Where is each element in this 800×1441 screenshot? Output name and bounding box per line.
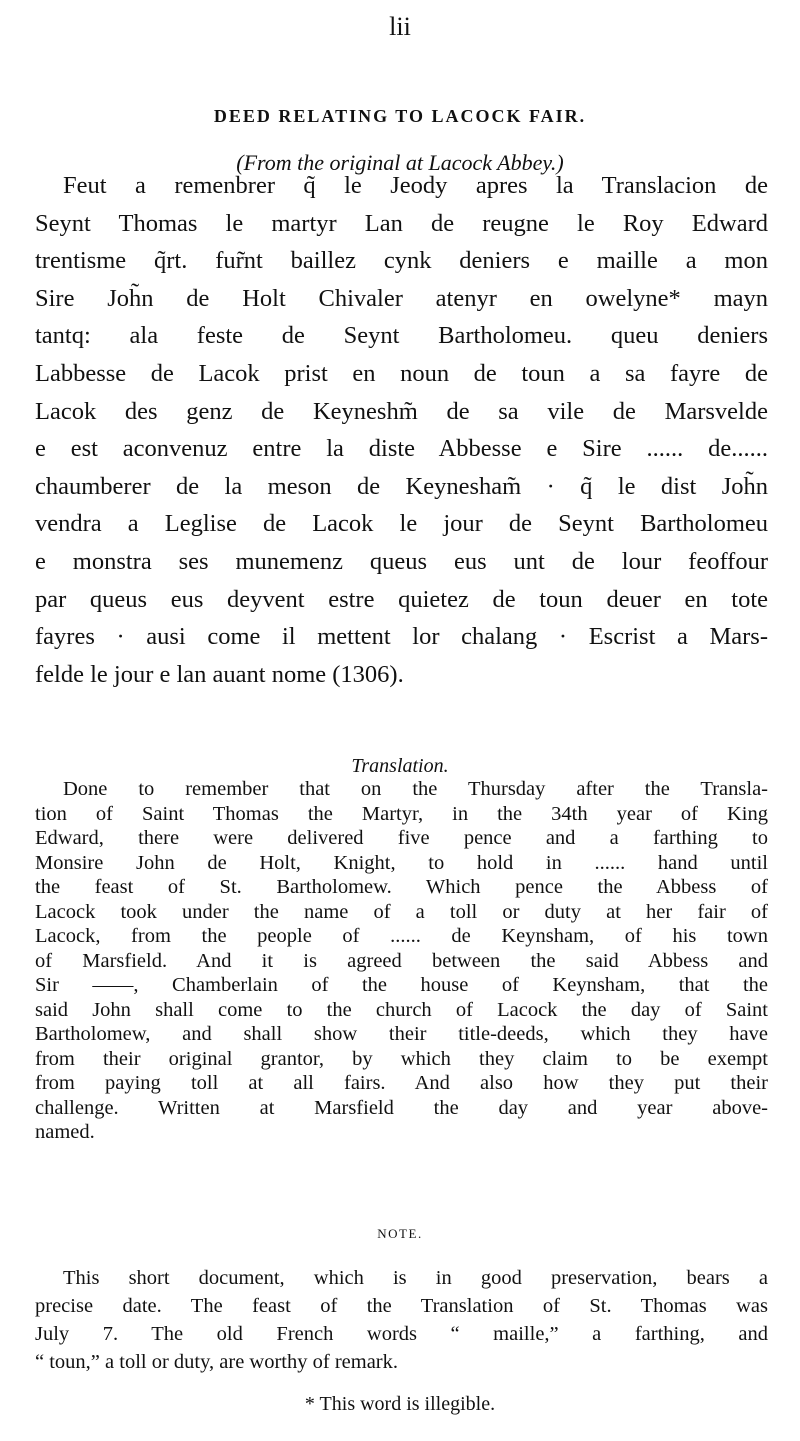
translation-heading: Translation. (351, 755, 449, 777)
text-line: Edward, there were delivered five pence and a farthing to (35, 827, 768, 849)
text-line: Sir ——, Chamberlain of the house of Keynsham, that the (35, 974, 768, 996)
footnote: * This word is illegible. (304, 1393, 496, 1415)
text-line: “ toun,” a toll or duty, are worthy of remark. (35, 1351, 398, 1373)
text-line: fayres · ausi come il mettent lor chalang · Escrist a Mars- (35, 623, 768, 651)
note-heading: NOTE. (377, 1226, 423, 1241)
text-line: Seynt Thomas le martyr Lan de reugne le Roy Edward (35, 209, 768, 237)
text-line: Monsire John de Holt, Knight, to hold in ...... hand until (35, 851, 768, 874)
text-line: Done to remember that on the Thursday after the Transla- (63, 778, 768, 800)
text-line: vendra a Leglise de Lacok le jour de Seynt Bartholomeu (35, 510, 768, 538)
text-line: This short document, which is in good preservation, bears a (63, 1267, 768, 1289)
text-line: tion of Saint Thomas the Martyr, in the 34th year of King (35, 802, 768, 825)
text-line: Labbesse de Lacok prist en noun de toun a sa fayre de (35, 359, 768, 387)
text-line: trentisme q̃rt. fur̃nt baillez cynk deniers e maille a mon (35, 247, 768, 275)
text-line: felde le jour e lan auant nome (1306). (35, 660, 404, 688)
page-number: lii (389, 12, 411, 41)
text-line: Lacock, from the people of ...... de Keynsham, of his town (35, 925, 768, 947)
text-line: Feut a remenbrer q̃ le Jeody apres la Translacion de (63, 172, 768, 199)
text-line: Sire Joh̃n de Holt Chivaler atenyr en owelyne* mayn (35, 284, 768, 312)
text-line: said John shall come to the church of Lacock the day of Saint (35, 998, 768, 1021)
text-line: July 7. The old French words “ maille,” a farthing, and (35, 1323, 768, 1345)
text-line: the feast of St. Bartholomew. Which pence the Abbess of (35, 876, 768, 898)
translation-text (35, 777, 768, 1145)
text-line: from their original grantor, by which they claim to be exempt (35, 1047, 768, 1070)
text-line: tantq: ala feste de Seynt Bartholomeu. queu deniers (35, 322, 768, 350)
text-line: from paying toll at all fairs. And also how they put their (35, 1072, 768, 1094)
source-note: (From the original at Lacock Abbey.) (236, 150, 564, 175)
original-text (35, 167, 768, 693)
text-line: e est aconvenuz entre la diste Abbesse e Sire ...... de...... (35, 435, 768, 463)
text-line: challenge. Written at Marsfield the day and year above- (35, 1096, 768, 1119)
note-text (35, 1264, 768, 1376)
text-line: Lacok des genz de Keyneshm̃ de sa vile de Marsvelde (35, 397, 768, 425)
text-line: named. (35, 1121, 95, 1143)
text-line: of Marsfield. And it is agreed between the said Abbess and (35, 949, 768, 972)
text-line: e monstra ses munemenz queus eus unt de lour feoffour (35, 547, 768, 575)
text-line: par queus eus deyvent estre quietez de toun deuer en tote (35, 585, 768, 613)
document-title: DEED RELATING TO LACOCK FAIR. (213, 106, 587, 126)
text-line: Lacock took under the name of a toll or duty at her fair of (35, 900, 768, 923)
text-line: precise date. The feast of the Translation of St. Thomas was (35, 1295, 768, 1317)
text-line: chaumberer de la meson de Keynesham̃ · q̃ le dist Joh̃n (35, 472, 768, 500)
text-line: Bartholomew, and shall show their title-deeds, which they have (35, 1023, 768, 1045)
